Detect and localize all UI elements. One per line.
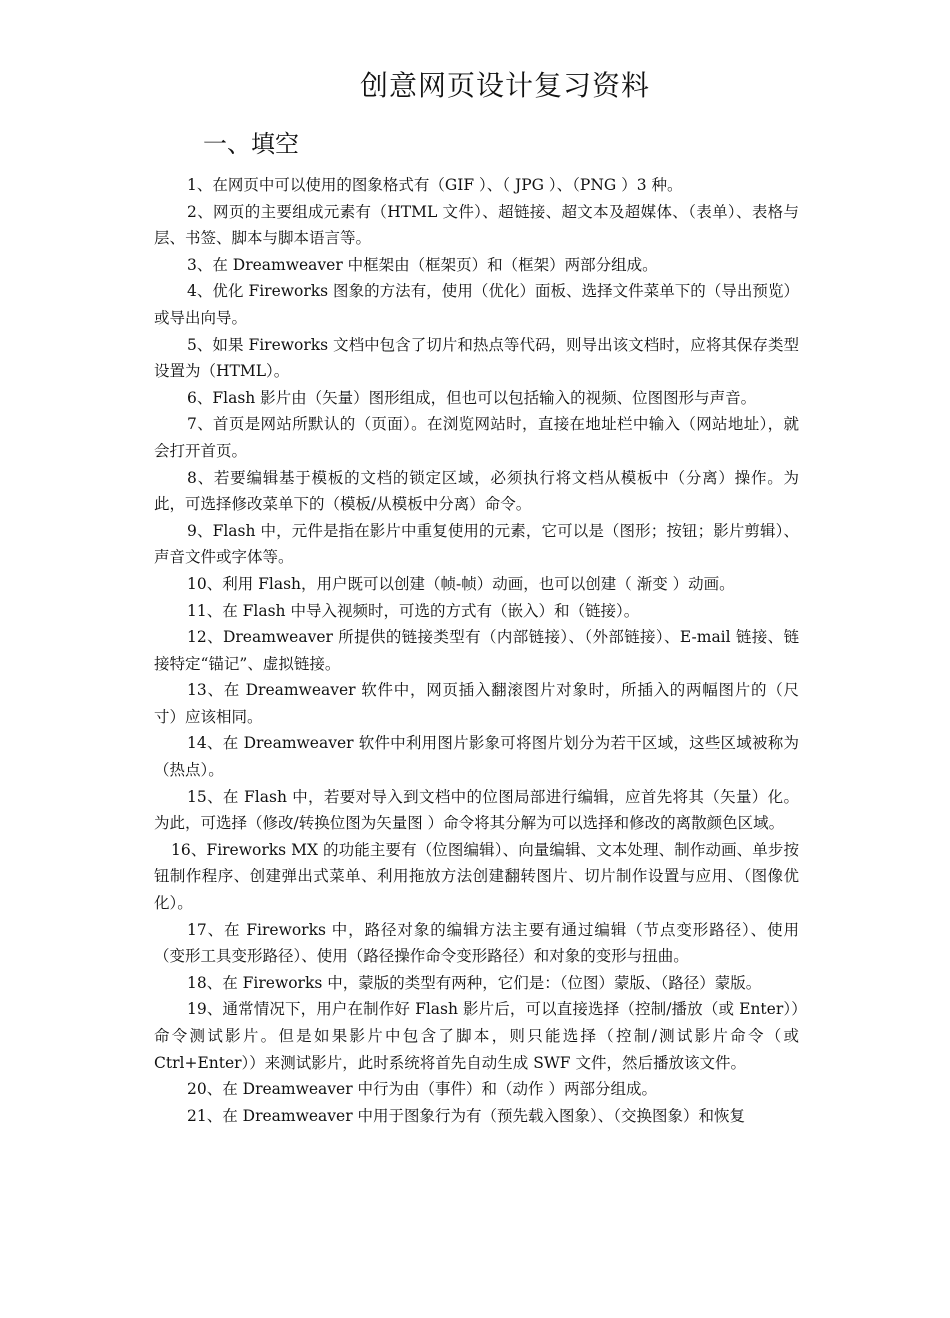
question-item-20: 20、在 Dreamweaver 中行为由（事件）和（动作 ）两部分组成。 — [187, 1080, 657, 1099]
question-item-11: 11、在 Flash 中导入视频时，可选的方式有（嵌入）和（链接）。 — [187, 601, 640, 620]
question-item-1: 1、在网页中可以使用的图象格式有（GIF ）、（ JPG ）、（PNG ）3 种。 — [187, 176, 683, 194]
question-item-10: 10、利用 Flash，用户既可以创建（帧-帧）动画，也可以创建（ 渐变 ）动画。 — [187, 574, 735, 593]
question-item-18: 18、在 Fireworks 中，蒙版的类型有两种，它们是：（位图）蒙版、（路径）蒙版。 — [187, 973, 762, 992]
question-item-6: 6、Flash 影片由（矢量）图形组成，但也可以包括输入的视频、位图图形与声音。 — [187, 388, 757, 407]
question-item-3: 3、在 Dreamweaver 中框架由（框架页）和（框架）两部分组成。 — [187, 255, 658, 274]
question-item-7: 7、首页是网站所默认的（页面）。在浏览网站时，直接在地址栏中输入（网站地址），就会打开首页。 — [154, 415, 799, 460]
question-item-8: 8、若要编辑基于模板的文档的锁定区域，必须执行将文档从模板中（分离）操作。为此，可选择修改菜单下的（模板/从模板中分离）命令。 — [154, 468, 799, 514]
question-item-17: 17、在 Fireworks 中，路径对象的编辑方法主要有通过编辑（节点变形路径）、使用（变形工具变形路径）、使用（路径操作命令变形路径）和对象的变形与扭曲。 — [154, 920, 799, 966]
question-item-9: 9、Flash 中，元件是指在影片中重复使用的元素，它可以是（图形；按钮；影片剪辑）、声音文件或字体等。 — [154, 521, 799, 567]
question-item-4: 4、优化 Fireworks 图象的方法有，使用（优化）面板、选择文件菜单下的（导出预览）或导出向导。 — [154, 282, 799, 327]
question-item-5: 5、如果 Fireworks 文档中包含了切片和热点等代码，则导出该文档时，应将其保存类型设置为（HTML）。 — [154, 335, 799, 381]
question-item-21: 21、在 Dreamweaver 中用于图象行为有（预先载入图象）、（交换图象）和恢复 — [187, 1106, 746, 1125]
question-item-13: 13、在 Dreamweaver 软件中，网页插入翻滚图片对象时，所插入的两幅图片的（尺寸）应该相同。 — [154, 681, 799, 726]
question-item-2: 2、网页的主要组成元素有（HTML 文件）、超链接、超文本及超媒体、（表单）、表格与层、书签、脚本与脚本语言等。 — [154, 202, 799, 248]
question-item-19: 19、通常情况下，用户在制作好 Flash 影片后，可以直接选择（控制/播放（或 Enter））命令测试影片。但是如果影片中包含了脚本，则只能选择（控制/测试影片命令（或 Ctrl+Enter））来测试影片，此时系统将首先自动生成 SWF 文件，然后播放该文件。 — [154, 1000, 799, 1072]
question-item-16: 16、Fireworks MX 的功能主要有（位图编辑）、向量编辑、文本处理、制作动画、单步按钮制作程序、创建弹出式菜单、利用拖放方法创建翻转图片、切片制作设置与应用、（图像优化）。 — [154, 840, 799, 913]
fill-in-question-list — [154, 172, 799, 1129]
question-item-15: 15、在 Flash 中，若要对导入到文档中的位图局部进行编辑，应首先将其（矢量）化。为此，可选择（修改/转换位图为矢量图 ）命令将其分解为可以选择和修改的离散颜色区域。 — [154, 787, 799, 833]
question-item-14: 14、在 Dreamweaver 软件中利用图片影象可将图片划分为若干区域，这些区域被称为（热点）。 — [154, 734, 799, 780]
question-item-12: 12、Dreamweaver 所提供的链接类型有（内部链接）、（外部链接）、E-mail 链接、链接特定“锚记”、虚拟链接。 — [154, 628, 799, 673]
document-title: 创意网页设计复习资料 — [359, 69, 650, 102]
section-heading: 一、填空 — [203, 130, 299, 158]
